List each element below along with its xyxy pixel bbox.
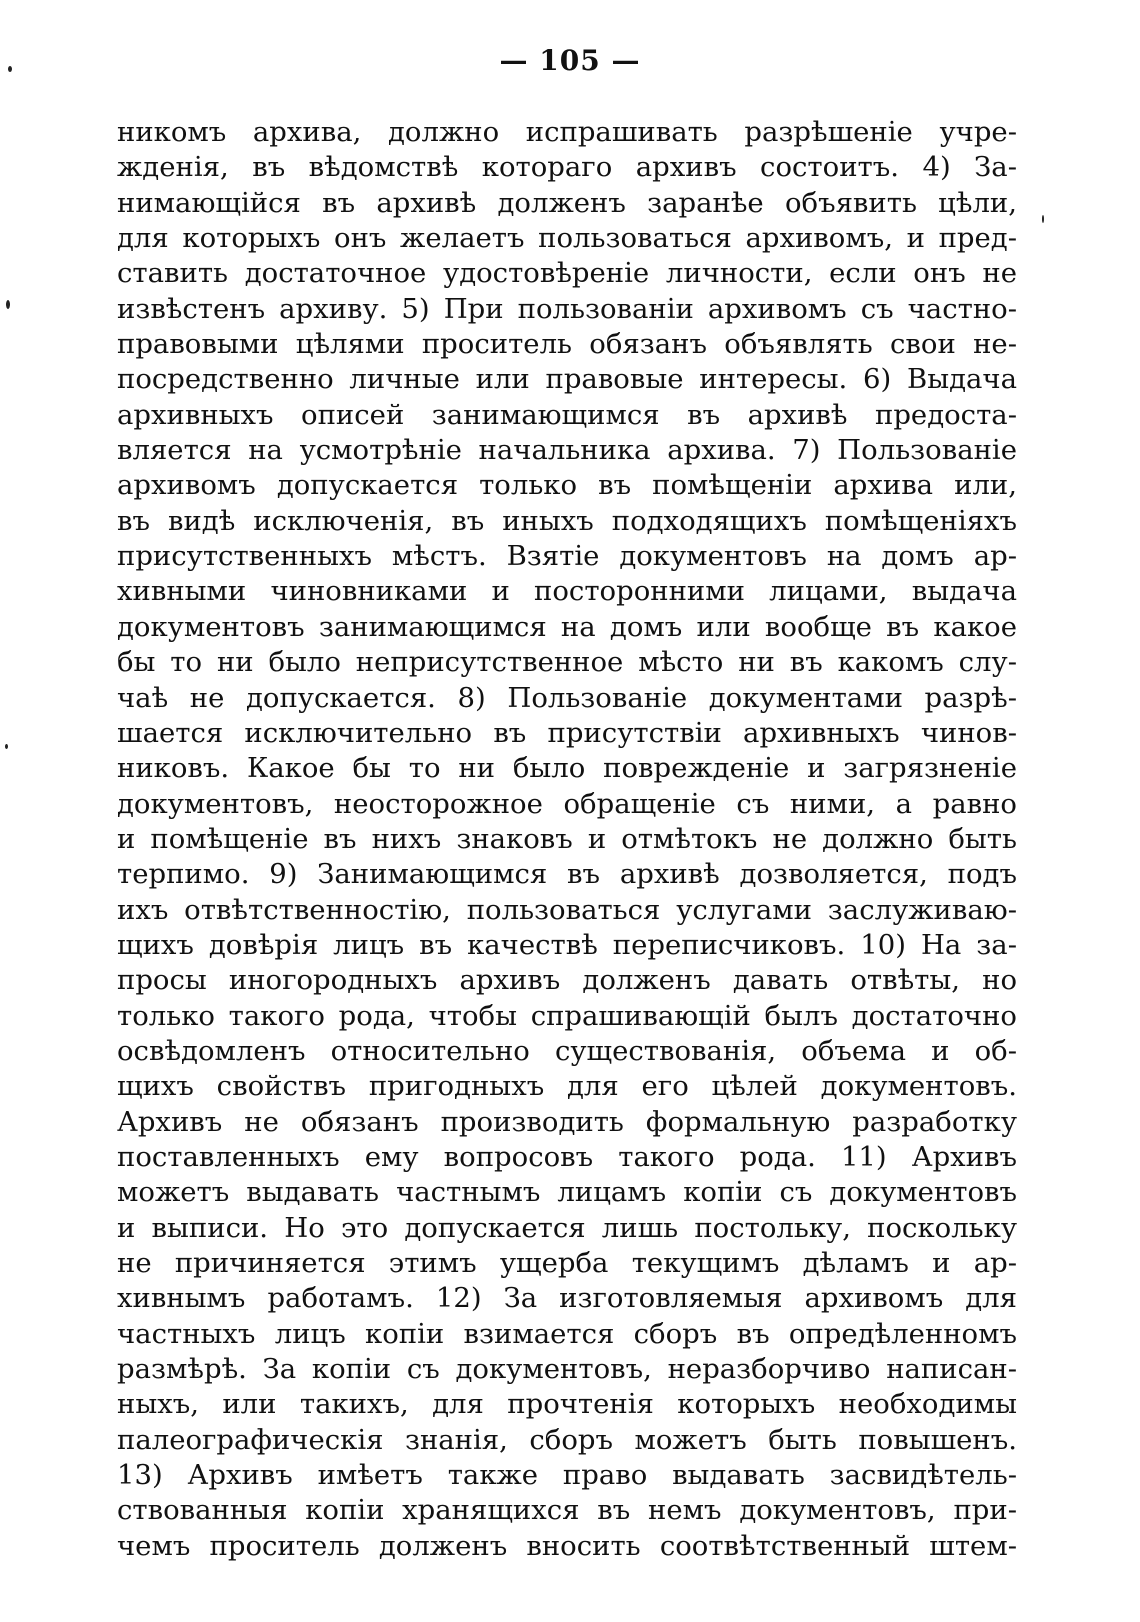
text-line: присутственныхъ мѣстъ. Взятіе документовъ на домъ ар- <box>117 540 1017 573</box>
text-line: освѣдомленъ относительно существованія, объема и об- <box>117 1034 1017 1067</box>
text-line: чемъ проситель долженъ вносить соотвѣтственный штем- <box>117 1529 1017 1562</box>
text-line: посредственно личные или правовые интересы. 6) Выдача <box>117 363 1017 396</box>
scan-speck <box>6 300 10 309</box>
text-line: размѣрѣ. За копіи съ документовъ, неразборчиво написан- <box>117 1353 1017 1386</box>
scan-speck <box>1042 215 1044 223</box>
text-line: просы иногородныхъ архивъ долженъ давать отвѣты, но <box>117 964 1017 997</box>
text-line: архивныхъ описей занимающимся въ архивѣ предоста- <box>117 398 1017 431</box>
text-line: щихъ свойствъ пригодныхъ для его цѣлей документовъ. <box>117 1070 1017 1103</box>
text-line: только такого рода, чтобы спрашивающій былъ достаточно <box>117 999 1017 1032</box>
text-line: документовъ занимающимся на домъ или вообще въ какое <box>117 610 1017 643</box>
page-number: — 105 — <box>499 44 641 77</box>
text-line: бы то ни было неприсутственное мѣсто ни въ какомъ слу- <box>117 646 1017 679</box>
text-line: ствованныя копіи хранящихся въ немъ документовъ, при- <box>117 1494 1017 1527</box>
text-line: жденія, въ вѣдомствѣ котораго архивъ состоитъ. 4) За- <box>117 151 1017 184</box>
text-line: хивнымъ работамъ. 12) За изготовляемыя архивомъ для <box>117 1282 1017 1315</box>
text-line: ныхъ, или такихъ, для прочтенія которыхъ необходимы <box>117 1388 1017 1421</box>
text-line: 13) Архивъ имѣетъ также право выдавать засвидѣтель- <box>117 1459 1017 1492</box>
text-line: и помѣщеніе въ нихъ знаковъ и отмѣтокъ не должно быть <box>117 822 1017 855</box>
text-line: хивными чиновниками и посторонними лицами, выдача <box>117 575 1017 608</box>
text-line: терпимо. 9) Занимающимся въ архивѣ дозволяется, подъ <box>117 858 1017 891</box>
text-line: Архивъ не обязанъ производить формальную разработку <box>117 1105 1017 1138</box>
text-line: вляется на усмотрѣніе начальника архива. 7) Пользованіе <box>117 434 1017 467</box>
text-line: ставить достаточное удостовѣреніе личности, если онъ не <box>117 257 1017 290</box>
text-line: для которыхъ онъ желаетъ пользоваться архивомъ, и пред- <box>117 222 1017 255</box>
text-line: не причиняется этимъ ущерба текущимъ дѣламъ и ар- <box>117 1247 1017 1279</box>
text-line: никомъ архива, должно испрашивать разрѣшеніе учре- <box>117 116 1017 148</box>
text-line: чаѣ не допускается. 8) Пользованіе документами разрѣ- <box>117 681 1017 714</box>
text-line: можетъ выдавать частнымъ лицамъ копіи съ документовъ <box>117 1176 1017 1209</box>
text-line: частныхъ лицъ копіи взимается сборъ въ опредѣленномъ <box>117 1317 1017 1350</box>
body-text <box>117 115 1017 1564</box>
text-line: ихъ отвѣтственностію, пользоваться услугами заслуживаю- <box>117 893 1017 926</box>
text-line: и выписи. Но это допускается лишь постольку, поскольку <box>117 1211 1017 1244</box>
text-line: нимающійся въ архивѣ долженъ заранѣе объявить цѣли, <box>117 186 1017 219</box>
text-line: палеографическія знанія, сборъ можетъ быть повышенъ. <box>117 1423 1017 1456</box>
text-line: архивомъ допускается только въ помѣщеніи архива или, <box>117 469 1017 502</box>
scan-speck <box>5 744 8 749</box>
text-line: въ видѣ исключенія, въ иныхъ подходящихъ помѣщеніяхъ <box>117 504 1017 537</box>
text-line: никовъ. Какое бы то ни было поврежденіе и загрязненіе <box>117 752 1017 785</box>
text-line: шается исключительно въ присутствіи архивныхъ чинов- <box>117 716 1017 749</box>
text-line: щихъ довѣрія лицъ въ качествѣ переписчиковъ. 10) На за- <box>117 928 1017 961</box>
text-line: извѣстенъ архиву. 5) При пользованіи архивомъ съ частно- <box>117 292 1017 325</box>
scan-speck <box>8 66 12 72</box>
text-line: правовыми цѣлями проситель обязанъ объявлять свои не- <box>117 328 1017 361</box>
text-line: документовъ, неосторожное обращеніе съ ними, а равно <box>117 787 1017 820</box>
text-line: поставленныхъ ему вопросовъ такого рода. 11) Архивъ <box>117 1140 1017 1173</box>
